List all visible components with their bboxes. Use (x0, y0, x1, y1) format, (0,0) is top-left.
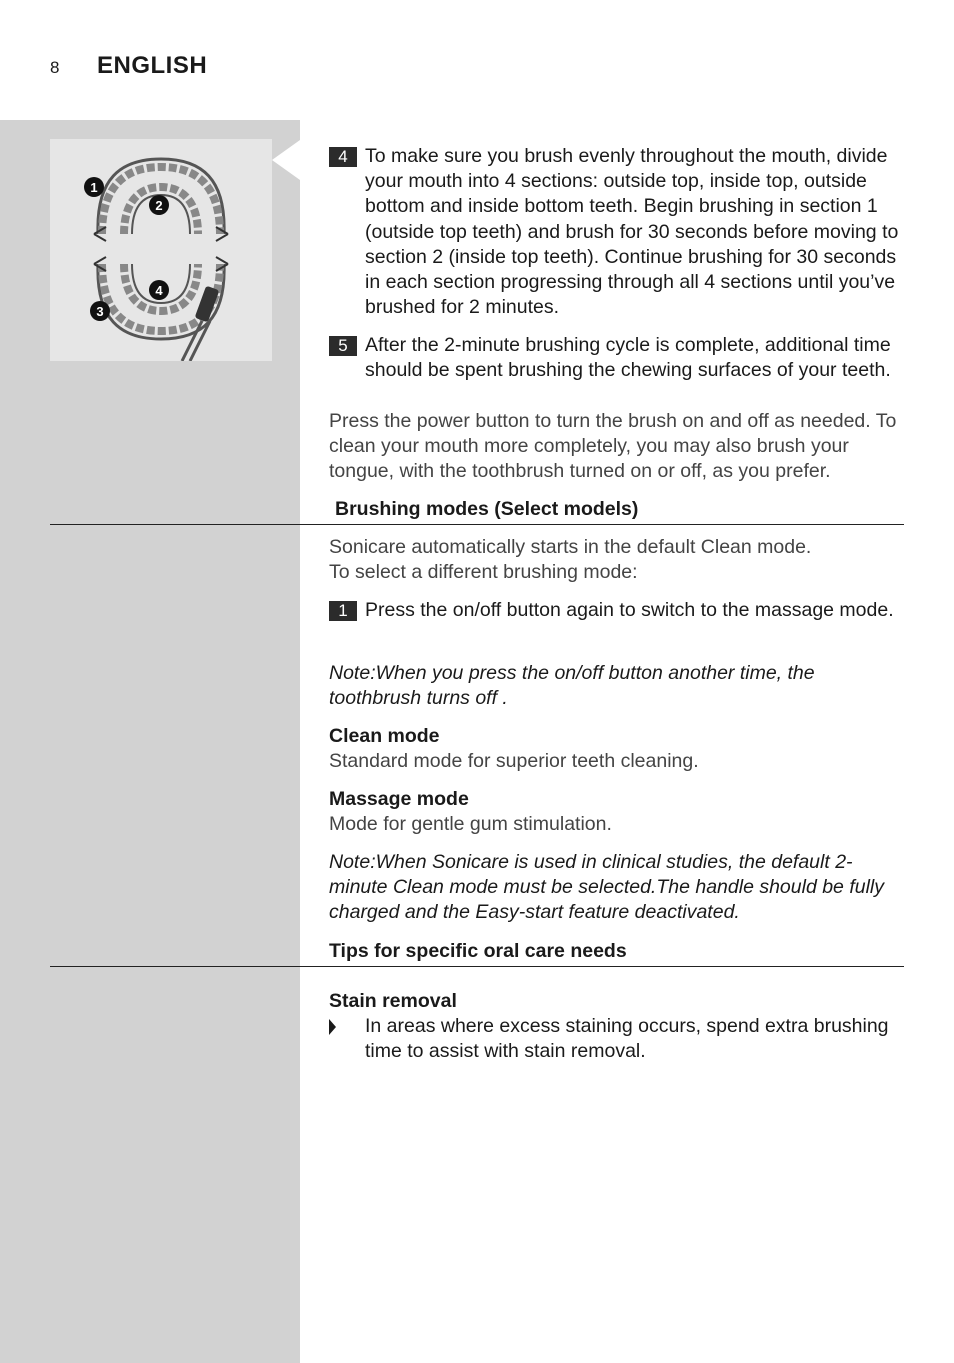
step-number-badge: 5 (329, 336, 357, 356)
stain-removal-bullet (329, 1014, 904, 1064)
section-label-3: 3 (96, 304, 104, 319)
section-label-4: 4 (155, 283, 163, 298)
clean-mode-description: Standard mode for superior teeth cleaning. (329, 750, 699, 772)
step-5 (329, 333, 904, 383)
step-text: To make sure you brush evenly throughout the mouth, divide your mouth into 4 sections: outside top, inside top, outside bottom and inside bottom teeth. Begin brushing in section 1 (outside top teeth) and brush for 30 seconds before moving to section 2 (inside top teeth). Continue brushing for 30 seconds in each section progressing through all 4 sections until you’ve brushed for 2 minutes. (365, 145, 899, 319)
step-text: Press the on/off button again to switch to the massage mode. (365, 599, 894, 621)
section-label-1: 1 (90, 180, 98, 195)
brushing-modes-intro: Sonicare automatically starts in the default Clean mode. To select a different brushing mode: (329, 536, 812, 584)
page-number: 8 (50, 58, 60, 77)
stain-removal-title: Stain removal (329, 990, 457, 1012)
bullet-icon (329, 1019, 336, 1035)
note-clinical-studies: Note:When Sonicare is used in clinical studies, the default 2-minute Clean mode must be selected.The handle should be fully charged and the Easy-start feature deactivated. (329, 851, 884, 924)
bullet-text: In areas where excess staining occurs, spend extra brushing time to assist with stain removal. (365, 1015, 889, 1063)
section-label-2: 2 (155, 198, 163, 213)
teeth-diagram-icon (50, 139, 272, 361)
mode-step-1 (329, 598, 904, 623)
step-text: After the 2-minute brushing cycle is complete, additional time should be spent brushing the chewing surfaces of your teeth. (365, 334, 891, 382)
note-on-off: Note:When you press the on/off button another time, the toothbrush turns off . (329, 662, 815, 710)
step-number-badge: 4 (329, 147, 357, 167)
section-divider (50, 524, 904, 525)
section-heading-tips: Tips for specific oral care needs (329, 940, 627, 962)
step-number-badge: 1 (329, 601, 357, 621)
section-divider (50, 966, 904, 967)
mouth-sections-diagram (50, 139, 272, 361)
figure-pointer (272, 140, 300, 180)
power-paragraph: Press the power button to turn the brush on and off as needed. To clean your mouth more completely, you may also brush your tongue, with the toothbrush turned on or off, as you prefer. (329, 410, 897, 483)
step-4 (329, 144, 904, 320)
section-heading-brushing-modes: Brushing modes (Select models) (335, 498, 639, 520)
massage-mode-title: Massage mode (329, 788, 469, 810)
clean-mode-title: Clean mode (329, 725, 440, 747)
language-heading: ENGLISH (97, 52, 208, 79)
massage-mode-description: Mode for gentle gum stimulation. (329, 813, 612, 835)
